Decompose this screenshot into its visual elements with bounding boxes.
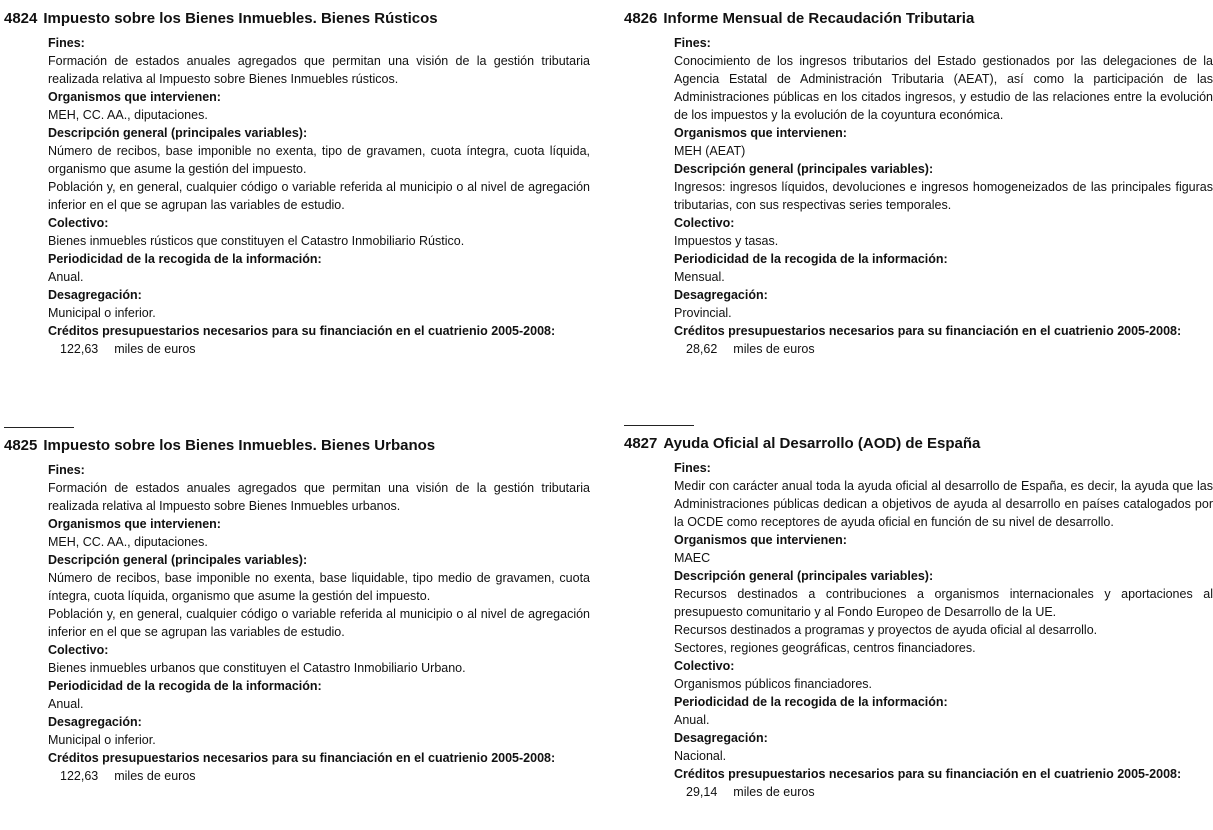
entry-body <box>624 459 1213 801</box>
entry-title-text: Impuesto sobre los Bienes Inmuebles. Bienes Urbanos <box>43 437 436 454</box>
colectivo-text: Organismos públicos financiadores. <box>674 677 873 691</box>
entry-number: 4827 <box>624 435 658 452</box>
creditos-value <box>48 340 590 358</box>
fines-text: Formación de estados anuales agregados que permitan una visión de la gestión tributaria realizada relativa al Impuesto sobre Bienes Inmuebles rústicos. <box>48 54 590 86</box>
descripcion-text: Población y, en general, cualquier código o variable referida al municipio o al nivel de agregación inferior en el que se agrupan las variables de estudio. <box>48 607 590 639</box>
fines-label: Fines: <box>674 461 711 475</box>
periodicidad-label: Periodicidad de la recogida de la información: <box>48 679 322 693</box>
descripcion-text: Número de recibos, base imponible no exenta, tipo de gravamen, cuota íntegra, cuota líquida, organismo que asume la gestión del impuesto. <box>48 144 590 176</box>
right-column <box>624 0 1213 830</box>
fines-label: Fines: <box>674 36 711 50</box>
entry-number: 4824 <box>4 10 38 27</box>
descripcion-text: Número de recibos, base imponible no exenta, base liquidable, tipo medio de gravamen, cuota íntegra, cuota líquida, organismo que asume la gestión del impuesto. <box>48 571 590 603</box>
periodicidad-text: Anual. <box>48 270 84 284</box>
descripcion-label: Descripción general (principales variables): <box>674 162 934 176</box>
entry-title-text: Impuesto sobre los Bienes Inmuebles. Bienes Rústicos <box>43 10 438 27</box>
organismos-label: Organismos que intervienen: <box>48 90 221 104</box>
descripcion-text: Población y, en general, cualquier código o variable referida al municipio o al nivel de agregación inferior en el que se agrupan las variables de estudio. <box>48 180 590 212</box>
colectivo-label: Colectivo: <box>674 216 735 230</box>
desagregacion-label: Desagregación: <box>674 288 768 302</box>
fines-text: Medir con carácter anual toda la ayuda oficial al desarrollo de España, es decir, la ayuda que las Administraciones públicas dedican a objetivos de ayuda al desarrollo en países catalogados por la OCDE como receptores de ayuda oficial en función de su nivel de desarrollo. <box>674 479 1213 529</box>
creditos-label: Créditos presupuestarios necesarios para su financiación en el cuatrienio 2005-2008: <box>674 324 1182 338</box>
organismos-label: Organismos que intervienen: <box>48 517 221 531</box>
organismos-text: MAEC <box>674 551 711 565</box>
entry-4827 <box>624 425 1213 801</box>
descripcion-label: Descripción general (principales variables): <box>674 569 934 583</box>
entry-title <box>624 9 1213 29</box>
left-column <box>4 0 590 830</box>
colectivo-label: Colectivo: <box>48 643 109 657</box>
section-divider <box>624 425 694 426</box>
creditos-value <box>48 767 590 785</box>
entry-title <box>4 9 590 29</box>
entry-number: 4825 <box>4 437 38 454</box>
entry-body <box>624 34 1213 358</box>
descripcion-text: Recursos destinados a programas y proyectos de ayuda oficial al desarrollo. <box>674 623 1098 637</box>
entry-body <box>4 461 590 785</box>
descripcion-label: Descripción general (principales variables): <box>48 126 308 140</box>
colectivo-label: Colectivo: <box>674 659 735 673</box>
fines-text: Conocimiento de los ingresos tributarios del Estado gestionados por las delegaciones de la Agencia Estatal de Administración Tributaria (AEAT), así como la participación de las Administraciones públicas en los citados ingresos, y estudio de las relaciones entre la evolución de los impuestos y la evolución de la coyuntura económica. <box>674 54 1213 122</box>
entry-4826 <box>624 9 1213 358</box>
creditos-unit: miles de euros <box>733 342 815 356</box>
creditos-amount: 28,62 <box>686 342 718 356</box>
entry-title-text: Ayuda Oficial al Desarrollo (AOD) de España <box>663 435 981 452</box>
creditos-label: Créditos presupuestarios necesarios para su financiación en el cuatrienio 2005-2008: <box>674 767 1182 781</box>
colectivo-text: Bienes inmuebles urbanos que constituyen el Catastro Inmobiliario Urbano. <box>48 661 466 675</box>
entry-title <box>4 436 590 456</box>
organismos-label: Organismos que intervienen: <box>674 126 847 140</box>
fines-text: Formación de estados anuales agregados que permitan una visión de la gestión tributaria realizada relativa al Impuesto sobre Bienes Inmuebles urbanos. <box>48 481 590 513</box>
organismos-text: MEH, CC. AA., diputaciones. <box>48 535 208 549</box>
periodicidad-label: Periodicidad de la recogida de la información: <box>674 695 948 709</box>
descripcion-text: Ingresos: ingresos líquidos, devoluciones e ingresos homogeneizados de las principales figuras tributarias, con sus respectivas series temporales. <box>674 180 1213 212</box>
descripcion-text: Sectores, regiones geográficas, centros financiadores. <box>674 641 976 655</box>
descripcion-label: Descripción general (principales variables): <box>48 553 308 567</box>
creditos-amount: 29,14 <box>686 785 718 799</box>
entry-number: 4826 <box>624 10 658 27</box>
creditos-value <box>674 783 1213 801</box>
desagregacion-text: Municipal o inferior. <box>48 306 156 320</box>
colectivo-text: Bienes inmuebles rústicos que constituyen el Catastro Inmobiliario Rústico. <box>48 234 465 248</box>
entry-body <box>4 34 590 358</box>
organismos-text: MEH (AEAT) <box>674 144 746 158</box>
section-divider <box>4 427 74 428</box>
organismos-label: Organismos que intervienen: <box>674 533 847 547</box>
desagregacion-label: Desagregación: <box>48 715 142 729</box>
colectivo-text: Impuestos y tasas. <box>674 234 779 248</box>
fines-label: Fines: <box>48 36 85 50</box>
creditos-value <box>674 340 1213 358</box>
entry-title <box>624 434 1213 454</box>
entry-4825 <box>4 427 590 785</box>
periodicidad-text: Anual. <box>48 697 84 711</box>
entry-title-text: Informe Mensual de Recaudación Tributaria <box>663 10 975 27</box>
creditos-unit: miles de euros <box>114 342 196 356</box>
periodicidad-text: Anual. <box>674 713 710 727</box>
desagregacion-label: Desagregación: <box>48 288 142 302</box>
organismos-text: MEH, CC. AA., diputaciones. <box>48 108 208 122</box>
desagregacion-label: Desagregación: <box>674 731 768 745</box>
creditos-amount: 122,63 <box>60 769 99 783</box>
creditos-label: Créditos presupuestarios necesarios para su financiación en el cuatrienio 2005-2008: <box>48 324 556 338</box>
creditos-amount: 122,63 <box>60 342 99 356</box>
creditos-label: Créditos presupuestarios necesarios para su financiación en el cuatrienio 2005-2008: <box>48 751 556 765</box>
colectivo-label: Colectivo: <box>48 216 109 230</box>
entry-4824 <box>4 9 590 358</box>
periodicidad-text: Mensual. <box>674 270 725 284</box>
creditos-unit: miles de euros <box>733 785 815 799</box>
periodicidad-label: Periodicidad de la recogida de la información: <box>48 252 322 266</box>
periodicidad-label: Periodicidad de la recogida de la información: <box>674 252 948 266</box>
desagregacion-text: Nacional. <box>674 749 727 763</box>
creditos-unit: miles de euros <box>114 769 196 783</box>
fines-label: Fines: <box>48 463 85 477</box>
descripcion-text: Recursos destinados a contribuciones a organismos internacionales y aportaciones al presupuesto comunitario y al Fondo Europeo de Desarrollo de la UE. <box>674 587 1213 619</box>
desagregacion-text: Municipal o inferior. <box>48 733 156 747</box>
desagregacion-text: Provincial. <box>674 306 732 320</box>
